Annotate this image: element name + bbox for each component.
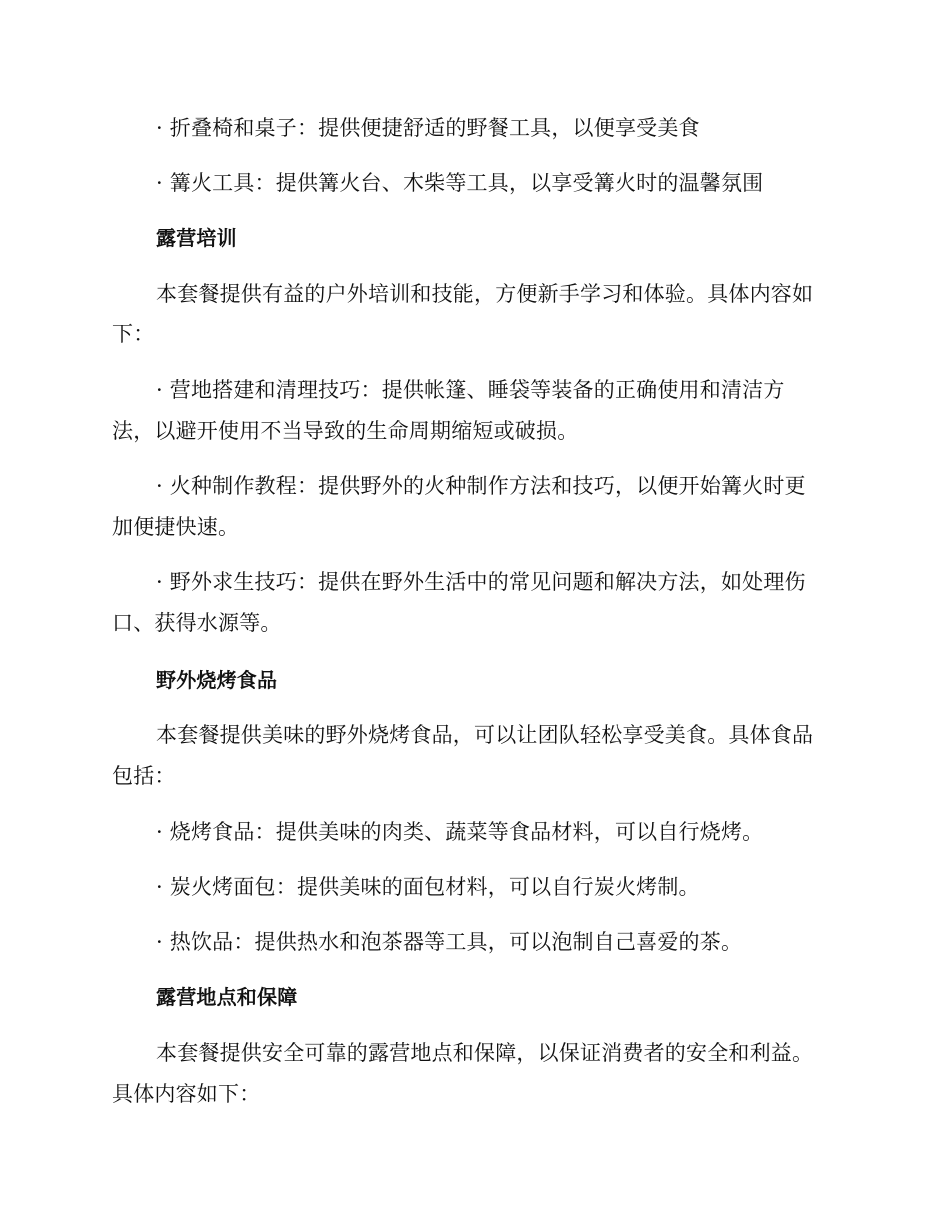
heading-camping-training: 露营培训 <box>156 226 237 250</box>
bullet-fire-making-line-2: 加便捷快速。 <box>112 515 240 539</box>
bullet-campsite-setup-line-2: 法，以避开使用不当导致的生命周期缩短或破损。 <box>112 419 579 443</box>
heading-bbq-food: 野外烧烤食品 <box>156 668 278 692</box>
paragraph-location-intro-line-2: 具体内容如下： <box>112 1082 261 1106</box>
bullet-folding-chairs: · 折叠椅和桌子：提供便捷舒适的野餐工具，以便享受美食 <box>156 116 700 140</box>
bullet-hot-drinks: · 热饮品：提供热水和泡茶器等工具，可以泡制自己喜爱的茶。 <box>156 930 743 954</box>
bullet-survival-skills-line-2: 口、获得水源等。 <box>112 611 282 635</box>
bullet-bbq-food: · 烧烤食品：提供美味的肉类、蔬菜等食品材料，可以自行烧烤。 <box>156 820 764 844</box>
bullet-survival-skills-line-1: · 野外求生技巧：提供在野外生活中的常见问题和解决方法，如处理伤 <box>156 570 806 594</box>
bullet-charcoal-bread: · 炭火烤面包：提供美味的面包材料，可以自行炭火烤制。 <box>156 875 700 899</box>
bullet-campsite-setup-line-1: · 营地搭建和清理技巧：提供帐篷、睡袋等装备的正确使用和清洁方 <box>156 378 785 402</box>
bullet-fire-making-line-1: · 火种制作教程：提供野外的火种制作方法和技巧，以便开始篝火时更 <box>156 474 806 498</box>
bullet-campfire-tools: · 篝火工具：提供篝火台、木柴等工具，以享受篝火时的温馨氛围 <box>156 171 764 195</box>
paragraph-bbq-intro-line-2: 包括： <box>112 764 176 788</box>
paragraph-location-intro-line-1: 本套餐提供安全可靠的露营地点和保障，以保证消费者的安全和利益。 <box>156 1041 814 1065</box>
paragraph-training-intro-line-1: 本套餐提供有益的户外培训和技能，方便新手学习和体验。具体内容如 <box>156 282 814 306</box>
paragraph-training-intro-line-2: 下： <box>112 322 155 346</box>
paragraph-bbq-intro-line-1: 本套餐提供美味的野外烧烤食品，可以让团队轻松享受美食。具体食品 <box>156 723 814 747</box>
heading-location-guarantee: 露营地点和保障 <box>156 985 298 1009</box>
